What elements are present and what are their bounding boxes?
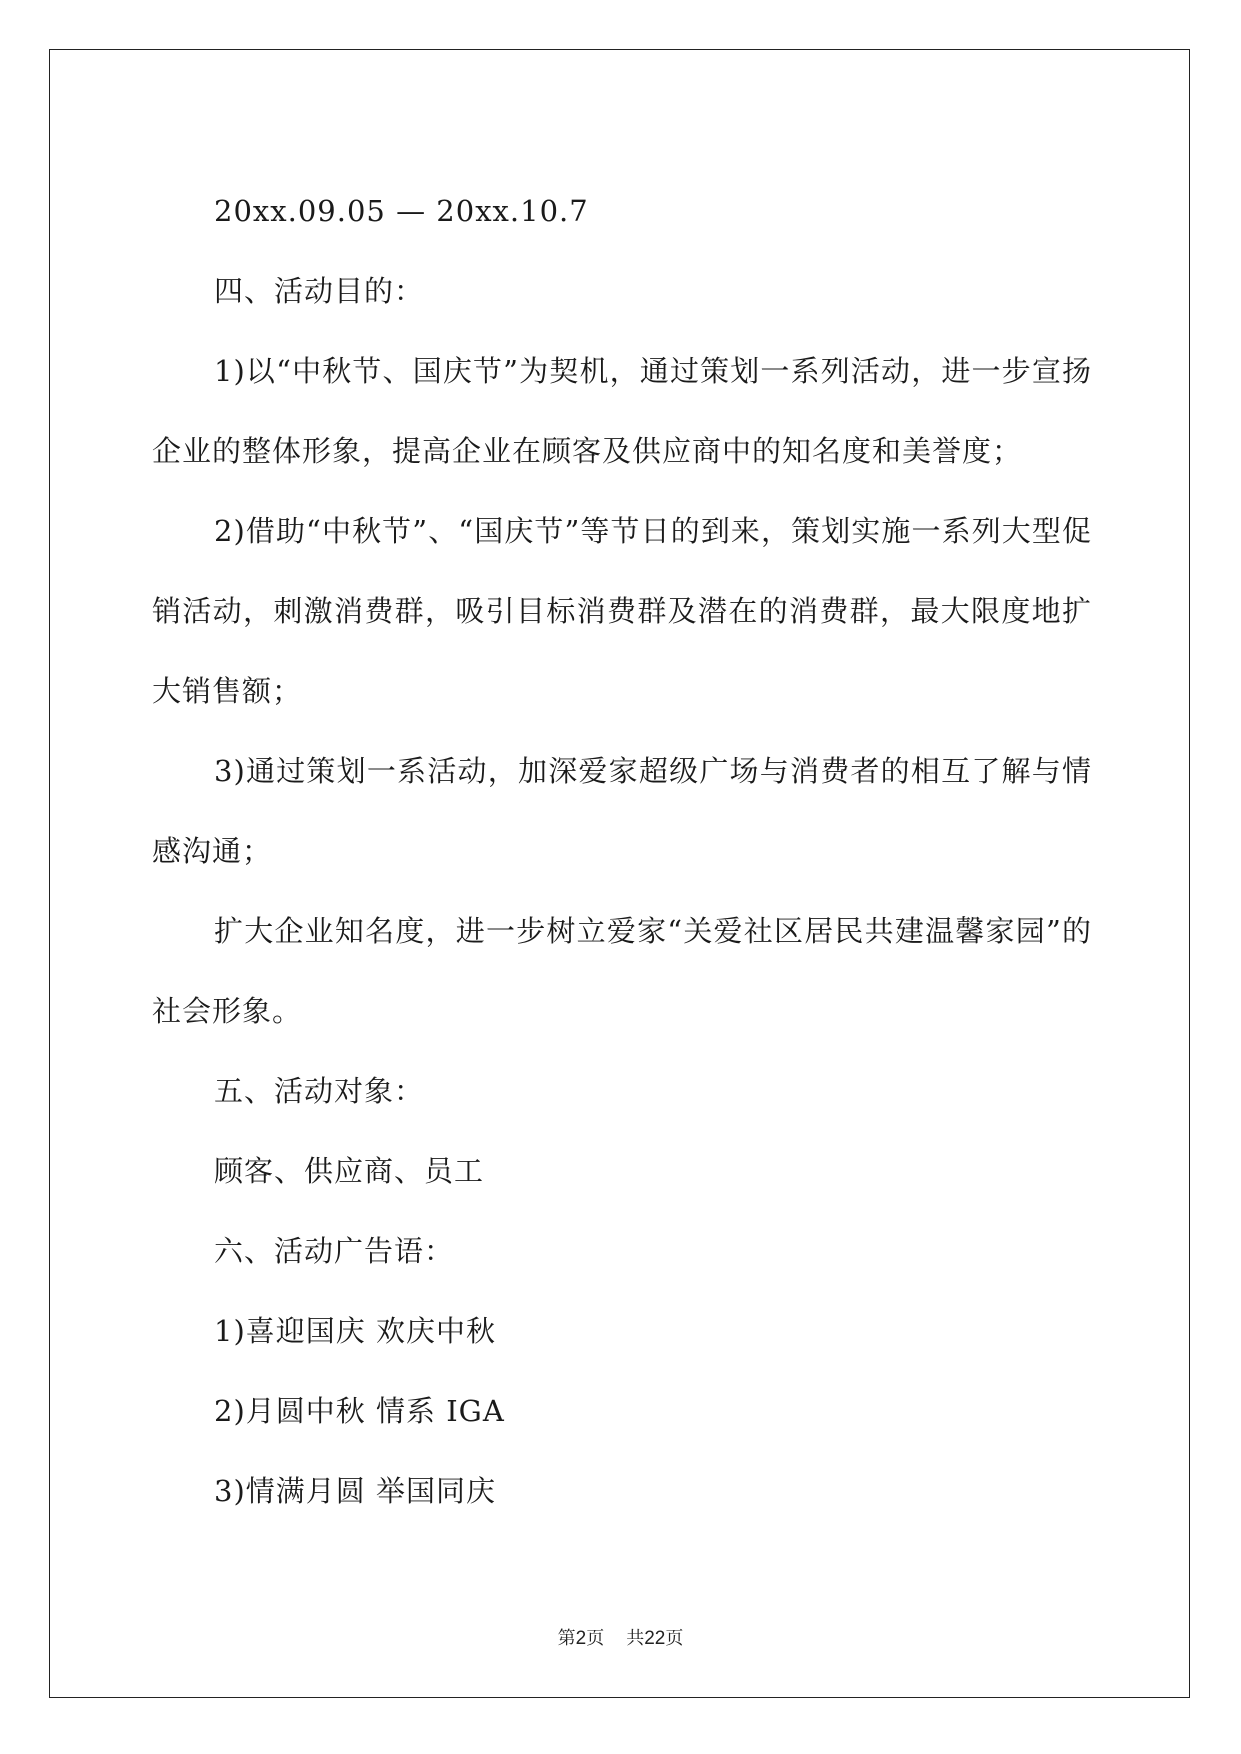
purpose-item-3: 3)通过策划一系活动，加深爱家超级广场与消费者的相互了解与情感沟通； bbox=[152, 754, 1092, 868]
total-prefix: 共 bbox=[626, 1628, 645, 1649]
section-heading-purpose: 四、活动目的： bbox=[214, 274, 425, 308]
date-range: 20xx.09.05 — 20xx.10.7 bbox=[214, 194, 589, 228]
purpose-item-2: 2)借助“中秋节”、“国庆节”等节日的到来，策划实施一系列大型促销活动，刺激消费群，吸引目标消费群及潜在的消费群，最大限度地扩大销售额； bbox=[152, 514, 1092, 708]
purpose-item-4: 扩大企业知名度，进一步树立爱家“关爱社区居民共建温馨家园”的社会形象。 bbox=[152, 914, 1092, 1028]
document-body bbox=[152, 171, 1092, 1531]
page-footer bbox=[0, 1624, 1241, 1650]
page-total: 22 bbox=[644, 1628, 666, 1649]
target-list: 顾客、供应商、员工 bbox=[214, 1154, 485, 1188]
page-current: 2 bbox=[575, 1628, 587, 1649]
section-heading-slogan: 六、活动广告语： bbox=[214, 1234, 455, 1268]
page-suffix: 页 bbox=[586, 1628, 605, 1649]
slogan-item-2: 2)月圆中秋 情系 IGA bbox=[214, 1394, 505, 1428]
section-heading-target: 五、活动对象： bbox=[214, 1074, 425, 1108]
slogan-item-1: 1)喜迎国庆 欢庆中秋 bbox=[214, 1314, 496, 1348]
purpose-item-1: 1)以“中秋节、国庆节”为契机，通过策划一系列活动，进一步宣扬企业的整体形象，提高企业在顾客及供应商中的知名度和美誉度； bbox=[152, 354, 1092, 468]
slogan-item-3: 3)情满月圆 举国同庆 bbox=[214, 1474, 496, 1508]
page-prefix: 第 bbox=[557, 1628, 576, 1649]
total-suffix: 页 bbox=[665, 1628, 684, 1649]
